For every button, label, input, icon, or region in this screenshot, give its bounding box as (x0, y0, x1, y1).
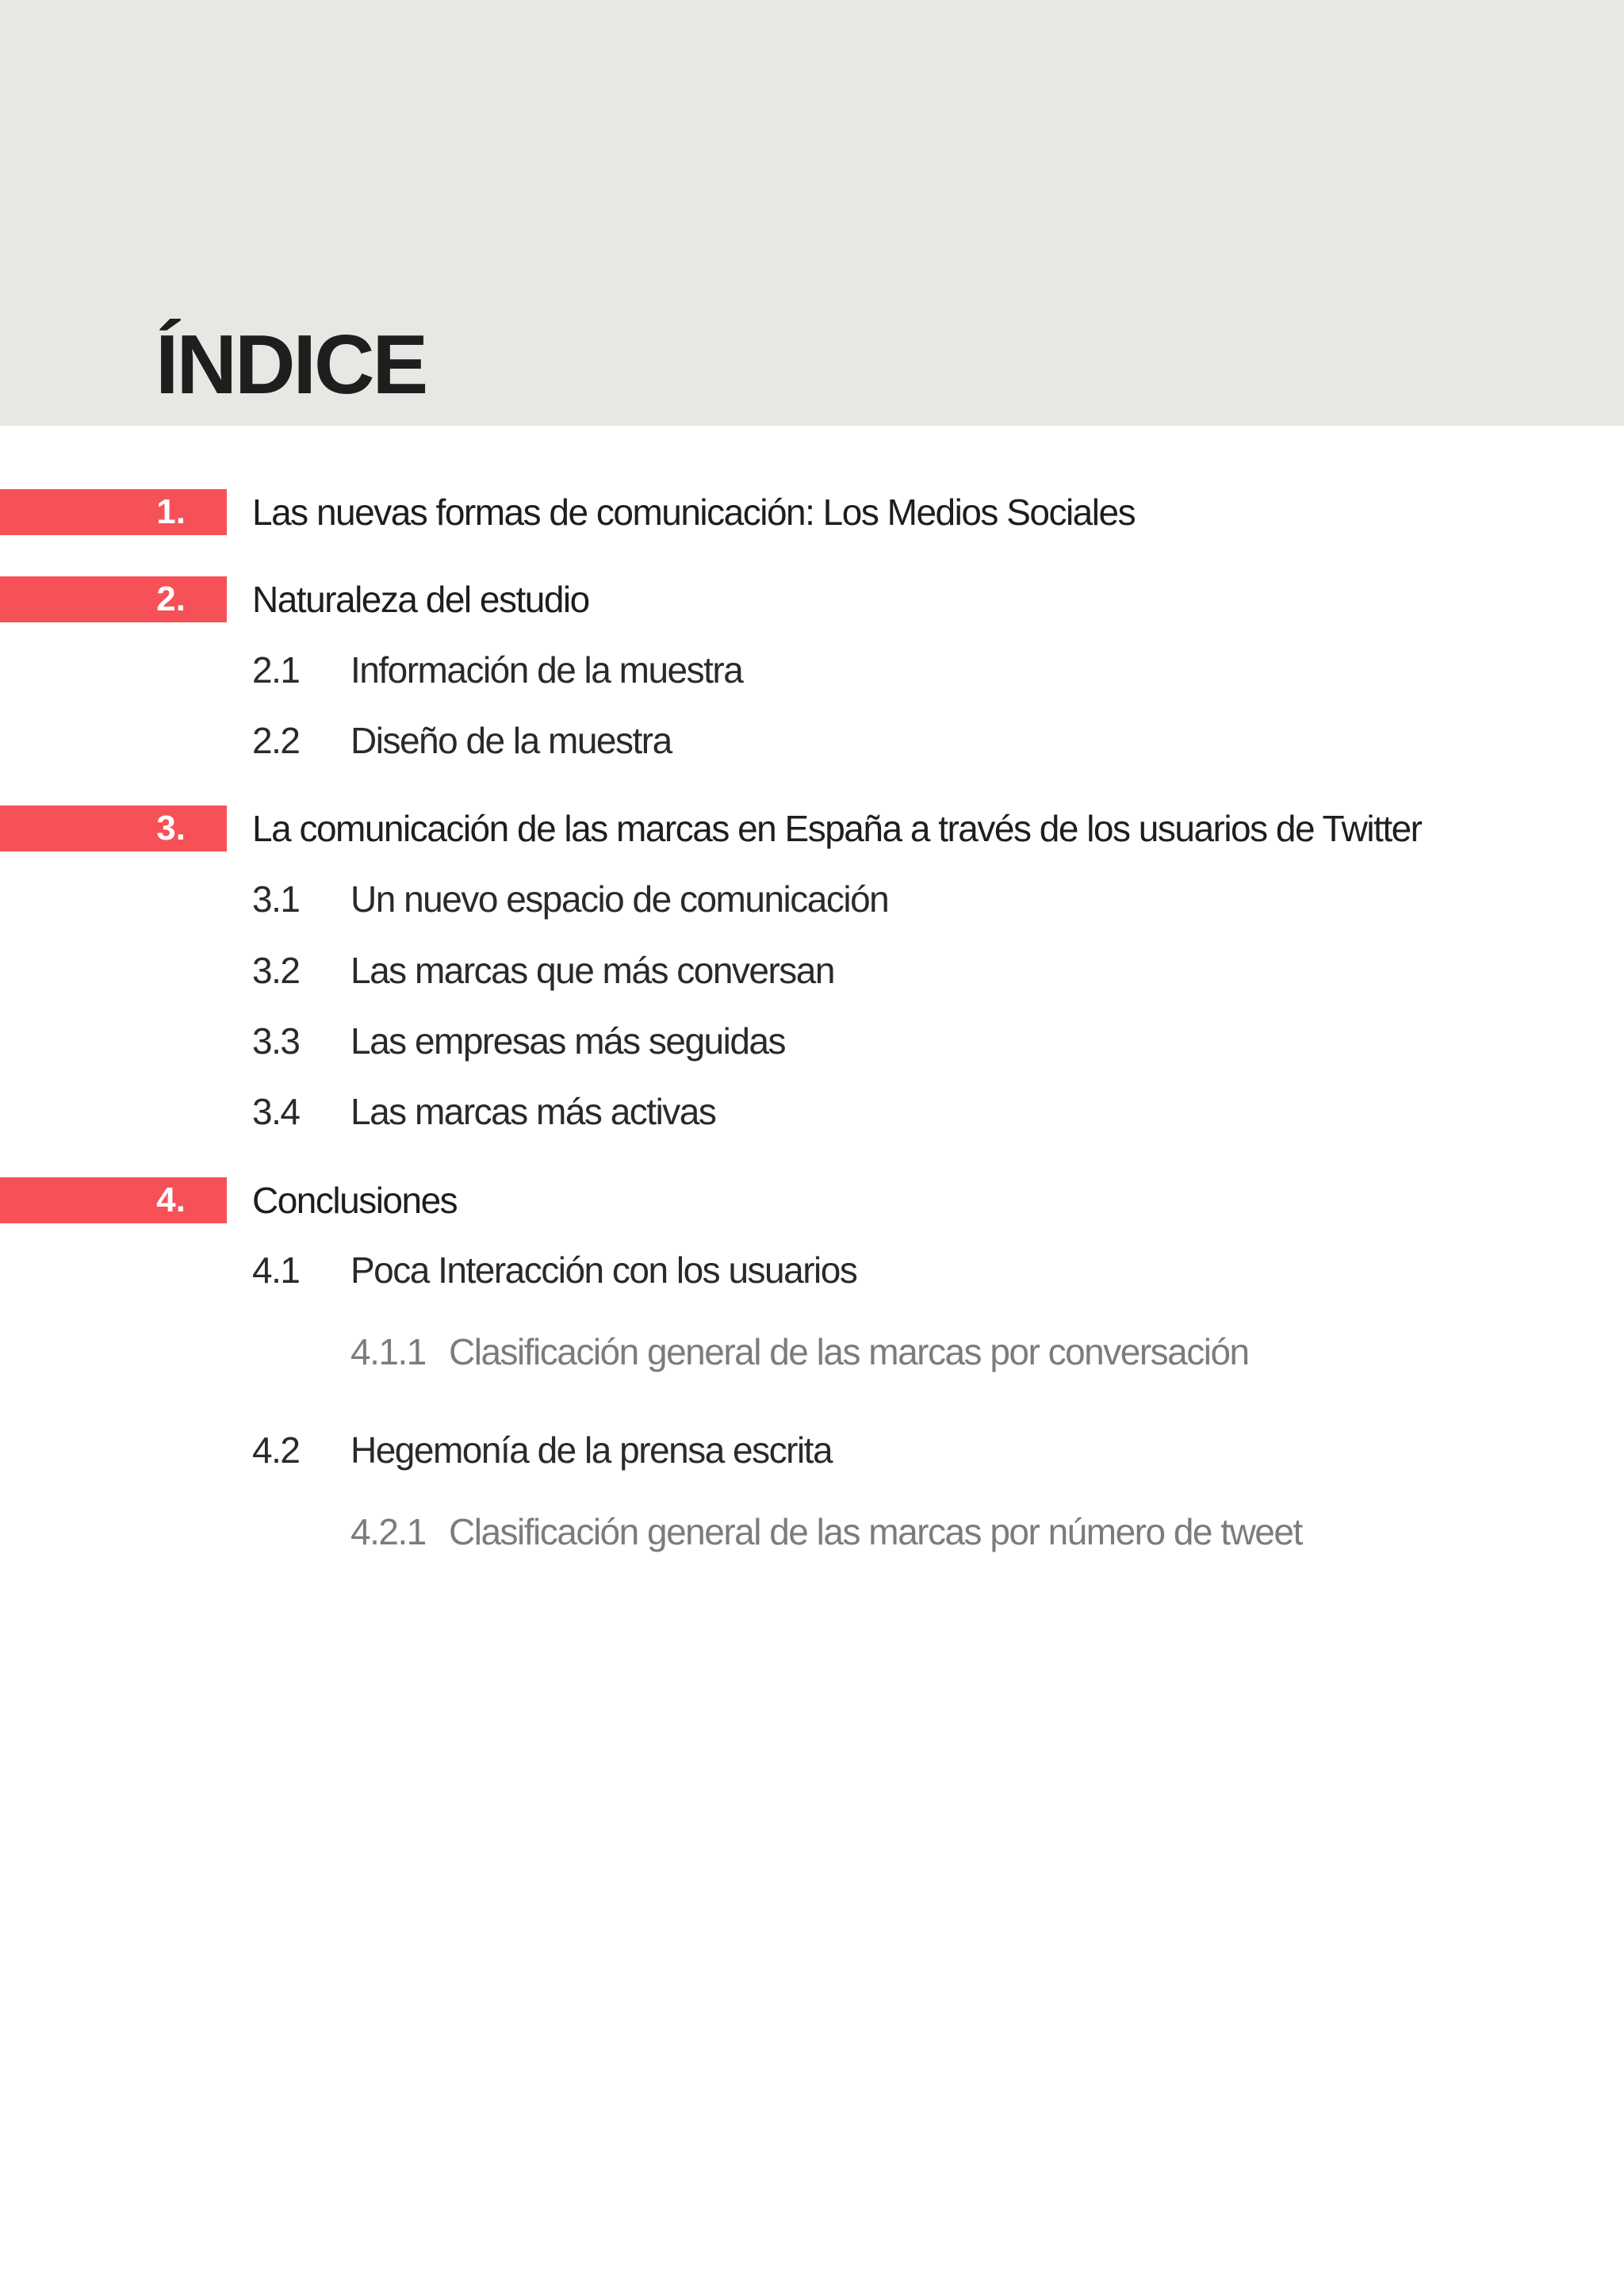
section-number: 3.4 (252, 1091, 300, 1132)
chapter-number-marker (0, 489, 227, 535)
chapter-number: 2. (156, 580, 186, 618)
section-number: 2.2 (252, 720, 300, 761)
chapter-title-link[interactable]: Naturaleza del estudio (252, 579, 589, 620)
section-number: 2.1 (252, 649, 300, 691)
section-title-link[interactable]: Información de la muestra (350, 649, 743, 691)
section-number: 4.1 (252, 1249, 300, 1291)
chapter-number-marker (0, 576, 227, 622)
section-title-link[interactable]: Poca Interacción con los usuarios (350, 1249, 857, 1291)
subsection-title-link[interactable]: Clasificación general de las marcas por conversación (449, 1331, 1249, 1372)
chapter-title-link[interactable]: Las nuevas formas de comunicación: Los Medios Sociales (252, 492, 1136, 533)
page-title: ÍNDICE (155, 318, 427, 411)
section-title-link[interactable]: Un nuevo espacio de comunicación (350, 878, 889, 920)
section-title-link[interactable]: Las marcas más activas (350, 1091, 716, 1132)
section-title-link[interactable]: Diseño de la muestra (350, 720, 672, 761)
subsection-number: 4.1.1 (350, 1331, 426, 1372)
section-title-link[interactable]: Las empresas más seguidas (350, 1020, 786, 1062)
chapter-number-marker (0, 806, 227, 851)
subsection-title-link[interactable]: Clasificación general de las marcas por número de tweet (449, 1511, 1302, 1552)
chapter-number: 1. (156, 492, 186, 531)
chapter-title-link[interactable]: La comunicación de las marcas en España a través de los usuarios de Twitter (252, 808, 1422, 849)
chapter-number: 3. (156, 809, 186, 848)
chapter-number: 4. (156, 1181, 186, 1219)
chapter-title-link[interactable]: Conclusiones (252, 1180, 458, 1221)
section-title-link[interactable]: Las marcas que más conversan (350, 950, 834, 991)
chapter-number-marker (0, 1177, 227, 1223)
section-number: 3.2 (252, 950, 300, 991)
section-title-link[interactable]: Hegemonía de la prensa escrita (350, 1429, 833, 1471)
section-number: 3.1 (252, 878, 300, 920)
section-number: 4.2 (252, 1429, 300, 1471)
section-number: 3.3 (252, 1020, 300, 1062)
subsection-number: 4.2.1 (350, 1511, 426, 1552)
